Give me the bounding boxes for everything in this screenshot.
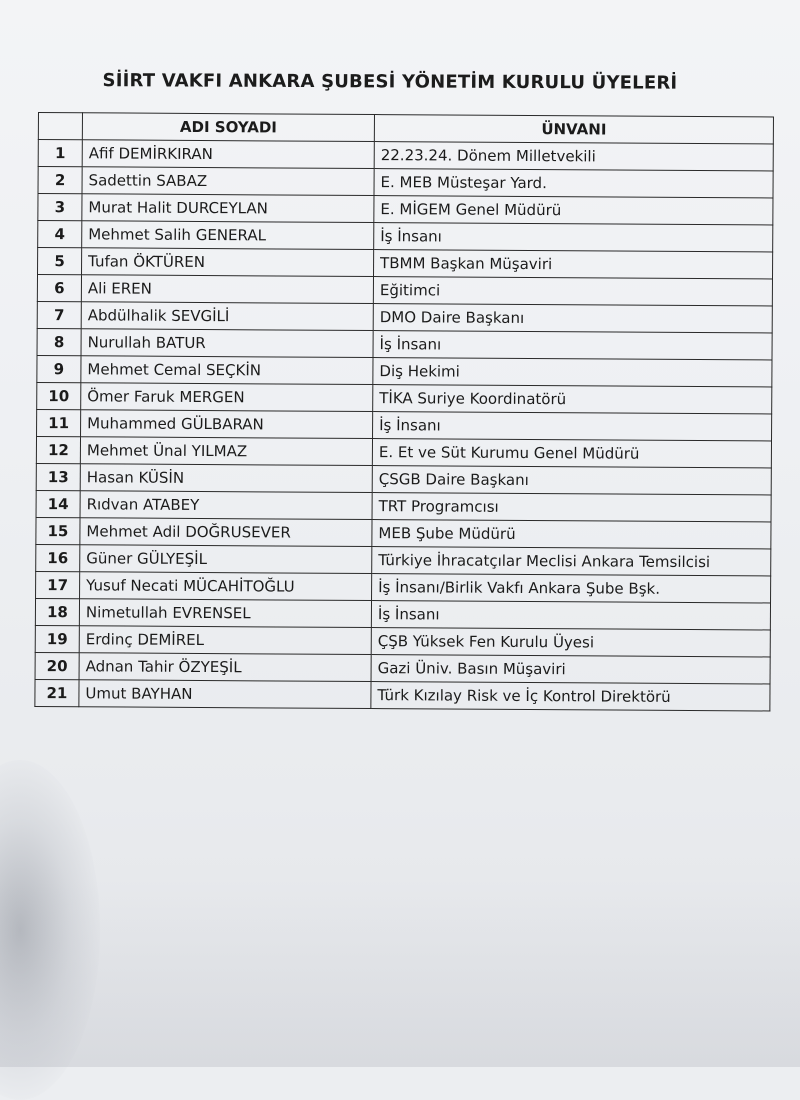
- row-number: 8: [37, 328, 81, 355]
- member-name: Nimetullah EVRENSEL: [79, 599, 371, 628]
- member-position: MEB Şube Müdürü: [372, 520, 771, 549]
- row-number: 10: [37, 382, 81, 409]
- table-row: [35, 679, 770, 710]
- header-number: [38, 113, 82, 140]
- row-number: 15: [36, 517, 80, 544]
- row-number: 17: [36, 571, 80, 598]
- row-number: 3: [38, 194, 82, 221]
- document-title: SİİRT VAKFI ANKARA ŞUBESİ YÖNETİM KURULU ÜYELERİ: [102, 70, 678, 94]
- member-position: İş İnsanı: [373, 331, 772, 360]
- member-position: ÇŞB Yüksek Fen Kurulu Üyesi: [371, 628, 770, 657]
- page-shadow: [0, 760, 100, 1100]
- member-name: Tufan ÖKTÜREN: [82, 248, 374, 277]
- row-number: 2: [38, 167, 82, 194]
- member-name: Yusuf Necati MÜCAHİTOĞLU: [80, 572, 372, 601]
- member-name: Güner GÜLYEŞİL: [80, 545, 372, 574]
- member-name: Sadettin SABAZ: [82, 167, 374, 196]
- row-number: 7: [37, 301, 81, 328]
- member-position: Eğitimci: [373, 277, 772, 306]
- member-position: E. Et ve Süt Kurumu Genel Müdürü: [372, 439, 771, 468]
- member-name: Ali EREN: [81, 275, 373, 304]
- row-number: 12: [36, 436, 80, 463]
- row-number: 20: [35, 652, 79, 679]
- member-position: Diş Hekimi: [373, 358, 772, 387]
- member-position: Türkiye İhracatçılar Meclisi Ankara Temsilcisi: [372, 547, 771, 576]
- member-name: Ömer Faruk MERGEN: [81, 383, 373, 412]
- member-name: Afif DEMİRKIRAN: [82, 140, 374, 169]
- member-position: E. MEB Müsteşar Yard.: [374, 169, 773, 198]
- member-name: Mehmet Salih GENERAL: [82, 221, 374, 250]
- member-name: Muhammed GÜLBARAN: [81, 410, 373, 439]
- member-name: Mehmet Ünal YILMAZ: [80, 437, 372, 466]
- member-position: DMO Daire Başkanı: [373, 304, 772, 333]
- member-position: TBMM Başkan Müşaviri: [374, 250, 773, 279]
- member-position: İş İnsanı/Birlik Vakfı Ankara Şube Bşk.: [372, 574, 771, 603]
- row-number: 11: [37, 409, 81, 436]
- member-position: 22.23.24. Dönem Milletvekili: [374, 142, 773, 171]
- member-position: ÇSGB Daire Başkanı: [372, 466, 771, 495]
- row-number: 5: [38, 248, 82, 275]
- row-number: 6: [37, 275, 81, 302]
- row-number: 13: [36, 463, 80, 490]
- member-position: İş İnsanı: [371, 601, 770, 630]
- member-name: Murat Halit DURCEYLAN: [82, 194, 374, 223]
- row-number: 21: [35, 679, 79, 706]
- member-position: İş İnsanı: [373, 412, 772, 441]
- header-name: ADI SOYADI: [82, 113, 374, 142]
- member-name: Mehmet Cemal SEÇKİN: [81, 356, 373, 385]
- row-number: 4: [38, 221, 82, 248]
- header-position: ÜNVANI: [374, 115, 773, 144]
- member-position: İş İnsanı: [374, 223, 773, 252]
- member-position: Türk Kızılay Risk ve İç Kontrol Direktörü: [371, 682, 770, 711]
- member-name: Adnan Tahir ÖZYEŞİL: [79, 653, 371, 682]
- member-position: TİKA Suriye Koordinatörü: [373, 385, 772, 414]
- member-name: Nurullah BATUR: [81, 329, 373, 358]
- members-table: [34, 112, 774, 711]
- row-number: 19: [35, 625, 79, 652]
- member-position: Gazi Üniv. Basın Müşaviri: [371, 655, 770, 684]
- member-name: Abdülhalik SEVGİLİ: [81, 302, 373, 331]
- member-position: E. MİGEM Genel Müdürü: [374, 196, 773, 225]
- page-shadow-bottom: [0, 880, 800, 1067]
- member-position: TRT Programcısı: [372, 493, 771, 522]
- row-number: 18: [35, 598, 79, 625]
- member-name: Hasan KÜSİN: [80, 464, 372, 493]
- member-name: Umut BAYHAN: [79, 680, 371, 709]
- row-number: 16: [36, 544, 80, 571]
- row-number: 9: [37, 355, 81, 382]
- row-number: 14: [36, 490, 80, 517]
- member-name: Rıdvan ATABEY: [80, 491, 372, 520]
- row-number: 1: [38, 140, 82, 167]
- member-name: Mehmet Adil DOĞRUSEVER: [80, 518, 372, 547]
- member-name: Erdinç DEMİREL: [79, 626, 371, 655]
